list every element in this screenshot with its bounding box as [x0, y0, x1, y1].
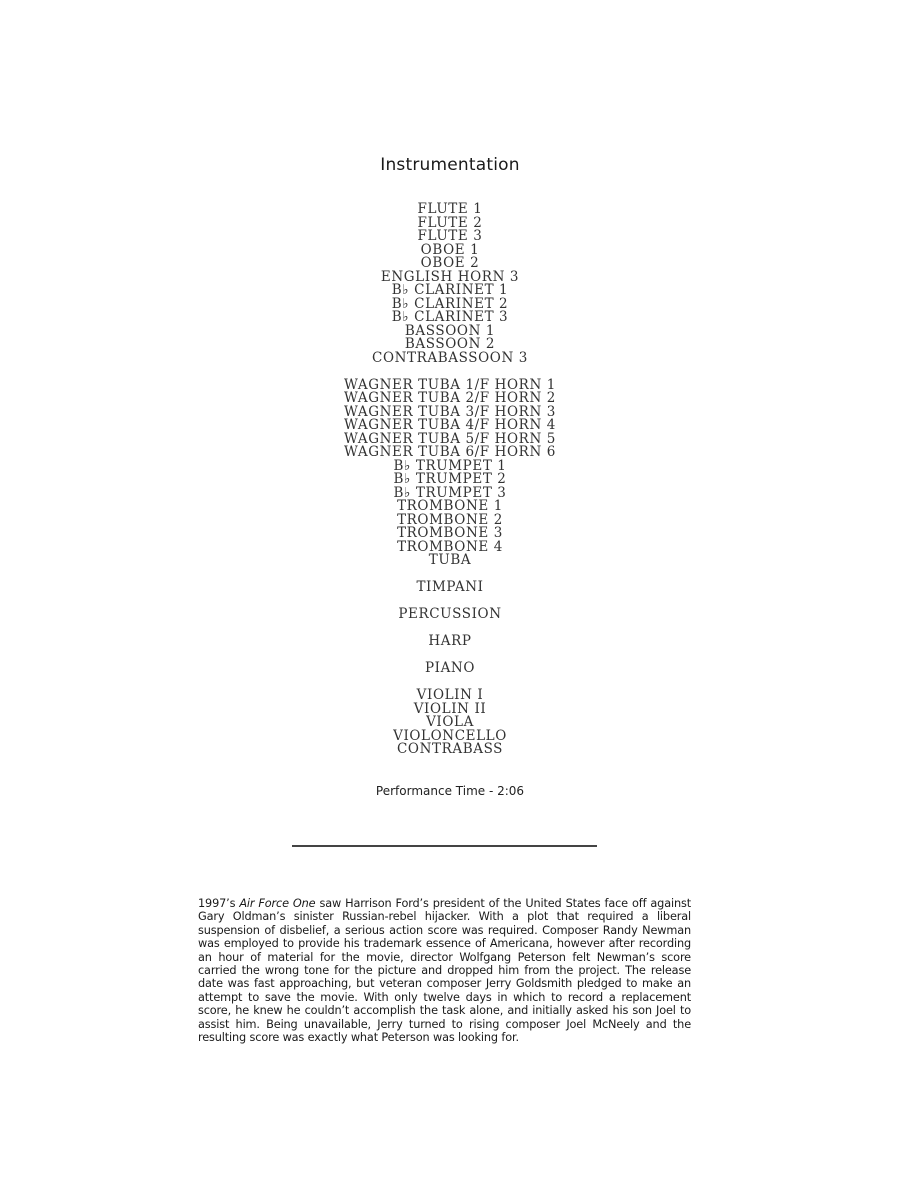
film-title: Air Force One [239, 897, 316, 910]
instrument-item [0, 743, 900, 757]
instrument-name: FLUTE 3 [417, 228, 483, 244]
program-notes [198, 897, 691, 1044]
instrument-item [0, 662, 900, 676]
instrument-key: B♭ [393, 471, 411, 487]
instrument-group [0, 689, 900, 757]
instrument-name: TRUMPET 2 [415, 471, 507, 487]
instrument-name: WAGNER TUBA 2/F HORN 2 [344, 390, 556, 406]
instrument-name: BASSOON 2 [404, 336, 496, 352]
instrument-name: TROMBONE 2 [397, 511, 503, 528]
notes-body: saw Harrison Ford’s president of the United States face off against Gary Oldman’s sinister Russian-rebel hijacker. With a plot that required a liberal suspension of disbelief, a serious action score was required. Composer Randy Newman was employed to provide his trademark essence of Americana, however after recording an hour of material for the movie, director Wolfgang Peterson felt Newman’s score carried the wrong tone for the picture and dropped him from the project. The release date was fast approaching, but veteran composer Jerry Goldsmith pledged to make an attempt to save the movie. With only twelve days in which to record a replacement score, he knew he couldn’t accomplish the task alone, and initially asked his son Joel to assist him. Being unavailable, Jerry turned to rising composer Joel McNeely and the resulting score was exactly what Peterson was looking for. [198, 897, 691, 1045]
instrument-name: TRUMPET 1 [415, 457, 507, 474]
instrument-group [0, 635, 900, 649]
notes-lead: 1997’s [198, 897, 240, 910]
instrument-key: B♭ [391, 282, 410, 298]
instrument-name: ENGLISH HORN 3 [380, 268, 520, 285]
instrument-name: WAGNER TUBA 3/F HORN 3 [344, 403, 556, 420]
instrument-item [0, 581, 900, 595]
instrument-name: BASSOON 1 [404, 322, 496, 339]
instrument-name: WAGNER TUBA 1/F HORN 1 [344, 376, 556, 393]
instrument-name: TUBA [428, 552, 472, 568]
instrument-key: B♭ [393, 457, 411, 474]
instrument-name: OBOE 1 [420, 241, 480, 258]
instrument-name: OBOE 2 [420, 255, 480, 271]
instrument-item [0, 635, 900, 649]
instrument-name: CLARINET 1 [414, 282, 509, 298]
instrument-name: WAGNER TUBA 4/F HORN 4 [344, 417, 556, 433]
instrument-item [0, 608, 900, 622]
instrument-group [0, 203, 900, 365]
instrument-key: B♭ [391, 309, 410, 325]
instrument-name: CONTRABASS [396, 741, 504, 757]
instrument-item [0, 349, 900, 366]
instrument-name: FLUTE 2 [417, 214, 483, 231]
instrument-group [0, 581, 900, 595]
divider-rule [292, 845, 597, 847]
instrument-name: VIOLONCELLO [393, 727, 507, 744]
instrument-name: CLARINET 2 [414, 295, 509, 312]
instrument-name: TIMPANI [416, 579, 484, 595]
instrument-group [0, 376, 900, 568]
instrument-name: VIOLIN I [416, 687, 484, 703]
instrument-item [0, 554, 900, 568]
instrument-name: TRUMPET 3 [415, 484, 507, 501]
instrument-name: FLUTE 1 [417, 201, 483, 217]
instrument-list [0, 203, 900, 757]
instrument-name: WAGNER TUBA 6/F HORN 6 [344, 444, 556, 460]
instrument-name: TROMBONE 3 [397, 525, 503, 541]
instrument-name: TROMBONE 4 [397, 538, 503, 555]
instrument-group [0, 662, 900, 676]
instrument-name: TROMBONE 1 [397, 498, 503, 514]
instrument-name: PERCUSSION [398, 606, 502, 622]
instrument-name: VIOLA [426, 714, 474, 730]
instrument-name: CLARINET 3 [414, 309, 509, 325]
page-title: Instrumentation [380, 155, 520, 175]
instrument-name: CONTRABASSOON 3 [372, 349, 528, 366]
instrument-key: B♭ [393, 484, 411, 501]
instrument-name: HARP [428, 633, 472, 649]
instrument-key: B♭ [391, 295, 410, 312]
instrument-group [0, 608, 900, 622]
instrument-name: VIOLIN II [413, 700, 487, 717]
instrument-name: WAGNER TUBA 5/F HORN 5 [344, 430, 556, 447]
instrument-name: PIANO [424, 660, 476, 676]
performance-time: Performance Time - 2:06 [375, 784, 525, 798]
